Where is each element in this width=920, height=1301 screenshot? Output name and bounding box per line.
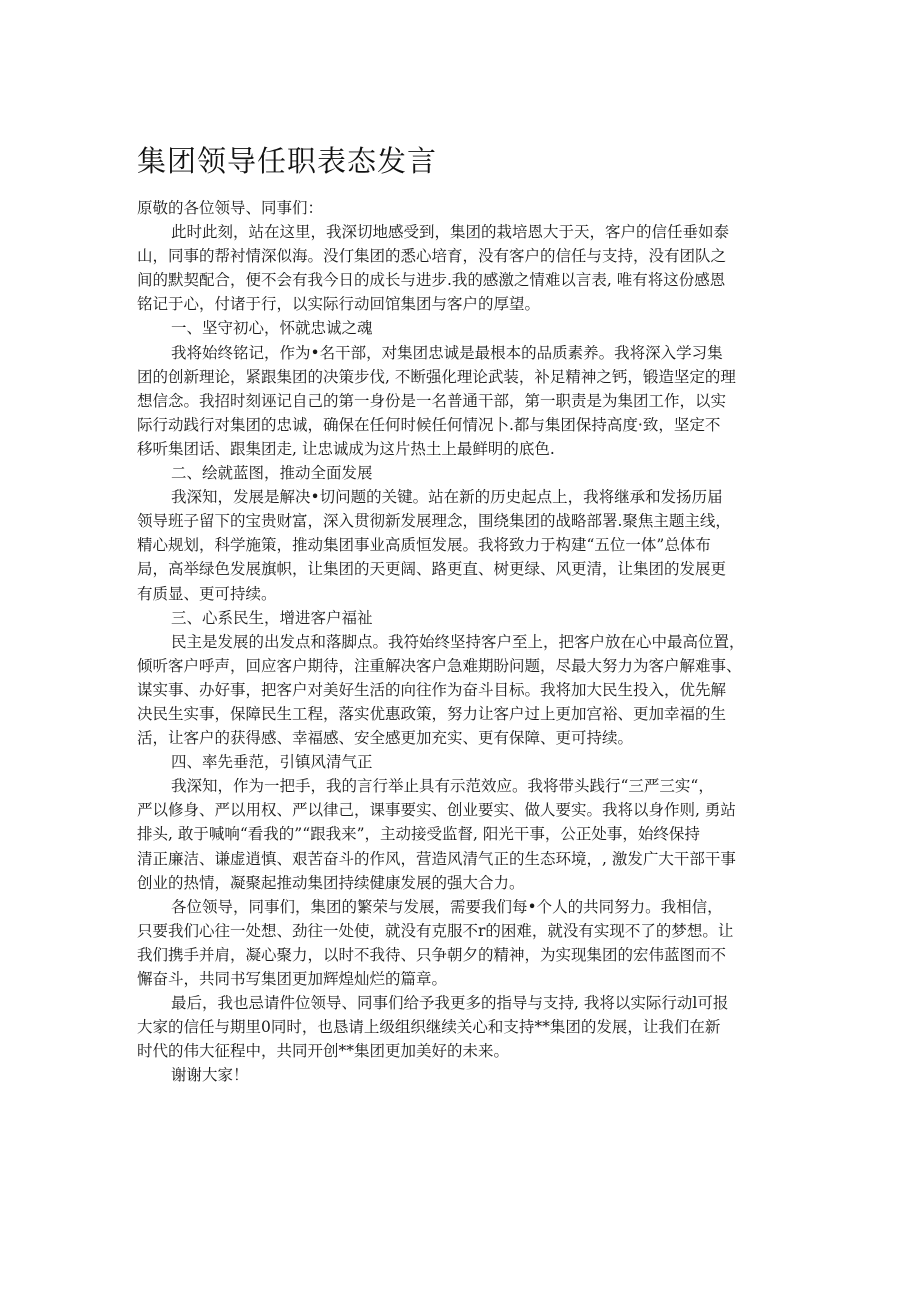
text-line: 我深知，发展是解决•切问题的关键。站在新的历史起点上，我将继承和发扬历届 [171,488,723,507]
text-line: 各位领导，同事们，集团的繁荣与发展，需要我们每•个人的共同努力。我相信， [171,897,723,916]
text-line: 倾听客户呼声，回应客户期待，注重解决客户急难期盼问题，尽最大努力为客户解难事、 [137,656,742,675]
text-line: 原敬的各位领导、同事们： [137,199,324,217]
text-line: 此时此刻，站在这里，我深切地感受到，集团的栽培恩大于天，客户的信任垂如泰 [171,223,730,242]
text-line: 时代的伟大征程中，共同开创**集团更加美好的未来。 [137,1042,510,1061]
text-line: 领导班子留下的宝贵财富，深入贯彻新发展理念，围绕集团的战略部署.聚焦主题主线， [137,512,731,531]
text-line: 最后，我也忌请件位领导、同事们给予我更多的指导与支持, 我将以实际行动l可报 [171,994,729,1013]
text-line: 谢谢大家！ [171,1066,249,1085]
document-title: 集团领导任职表态发言 [137,144,438,178]
text-line: 想信念。我招时刻诬记自己的第一身份是一名普通干部，第一职责是为集团工作，以实 [137,391,727,410]
text-line: 我深知，作为一把手，我的言行举止具有示范效应。我将带头践行“三严三实“， [171,777,714,796]
document-body [137,196,787,1087]
text-line: 创业的热情，凝聚起推动集团持续健康发展的强大合力。 [137,873,525,892]
text-line: 山，同事的帮衬情深似海。没仃集团的悉心培育，没有客户的信任与支持，没有团队之 [137,247,727,266]
text-line: 清正廉洁、谦虚逍慎、艰苦奋斗的作风，营造风清气正的生态环境，, 激发广大干部干事 [137,849,736,868]
text-line: 懈奋斗，共同书写集团更加辉煌灿烂的篇章。 [137,970,448,988]
text-line: 精心规划，科学施策，推动集团事业高质恒发展。我将致力于构建“五位一体”总体布 [137,536,711,555]
text-line: 决民生实事，保障民生工程，落实优惠政策，努力让客户过上更加宫裕、更加幸福的生 [137,704,727,723]
text-line: 我将始终铭记，作为•名干部，对集团忠诚是最根本的品质素养。我将深入学习集 [171,343,723,362]
text-line: 三、心系民生，增进客户福祉 [171,608,373,627]
text-line: 局，高举绿色发展旗帜，让集团的天更阔、路更直、树更绿、风更清，让集团的发展更 [137,560,727,579]
text-line: 大家的信任与期里0同时，也恳请上级组织继续关心和支持**集团的发展，让我们在新 [137,1018,721,1037]
text-line: 严以修身、严以用权、严以律己，课事要实、创业要实、做人要实。我将以身作则, 勇站 [137,801,736,820]
text-line: 际行动践行对集团的忠诚，确保在任何时候任何情况卜.都与集团保持高度·致，坚定不 [137,415,721,434]
text-line: 团的创新理论，紧跟集团的决策步伐, 不断强化理论武装，补足精神之钙，锻造坚定的理 [137,367,736,386]
text-line: 有质显、更可持续。 [137,584,277,603]
text-line: 间的默契配合，便不会有我今日的成长与进步.我的感激之情难以言表, 唯有将这份感恩 [137,271,726,290]
text-line: 谋实事、办好事，把客户对美好生活的向往作为奋斗目标。我将加大民生投入，优先解 [137,680,727,699]
text-line: 四、率先垂范，引镇风清气正 [171,753,373,772]
text-line: 排头, 敢于喊响“看我的”“跟我来”，主动接受监督, 阳光干事，公正处事，始终保持 [137,825,700,844]
text-line: 二、绘就蓝图，推动全面发展 [171,464,373,483]
text-line: 我们携手并肩，凝心聚力，以时不我待、只争朝夕的精神，为实现集团的宏伟蓝图而不 [137,945,727,964]
text-line: 一、坚守初心，怀就忠诚之魂 [171,319,373,338]
text-line: 铭记于心，付诸于行，以实际行动回馆集团与客户的厚望。 [137,295,541,314]
text-line: 只要我们心往一处想、劲往一处使，就没有克服不r的困难，就没有实现不了的梦想。让 [137,921,734,940]
text-line: 活，让客户的获得感、幸福感、安全感更加充实、更有保障、更可持续。 [137,729,634,748]
text-line: 民主是发展的出发点和落脚点。我符始终坚持客户至上，把客户放在心中最高位置， [171,632,745,651]
text-line: 移听集团话、跟集团走, 让忠诚成为这片热土上最鲜明的底色. [137,439,555,458]
